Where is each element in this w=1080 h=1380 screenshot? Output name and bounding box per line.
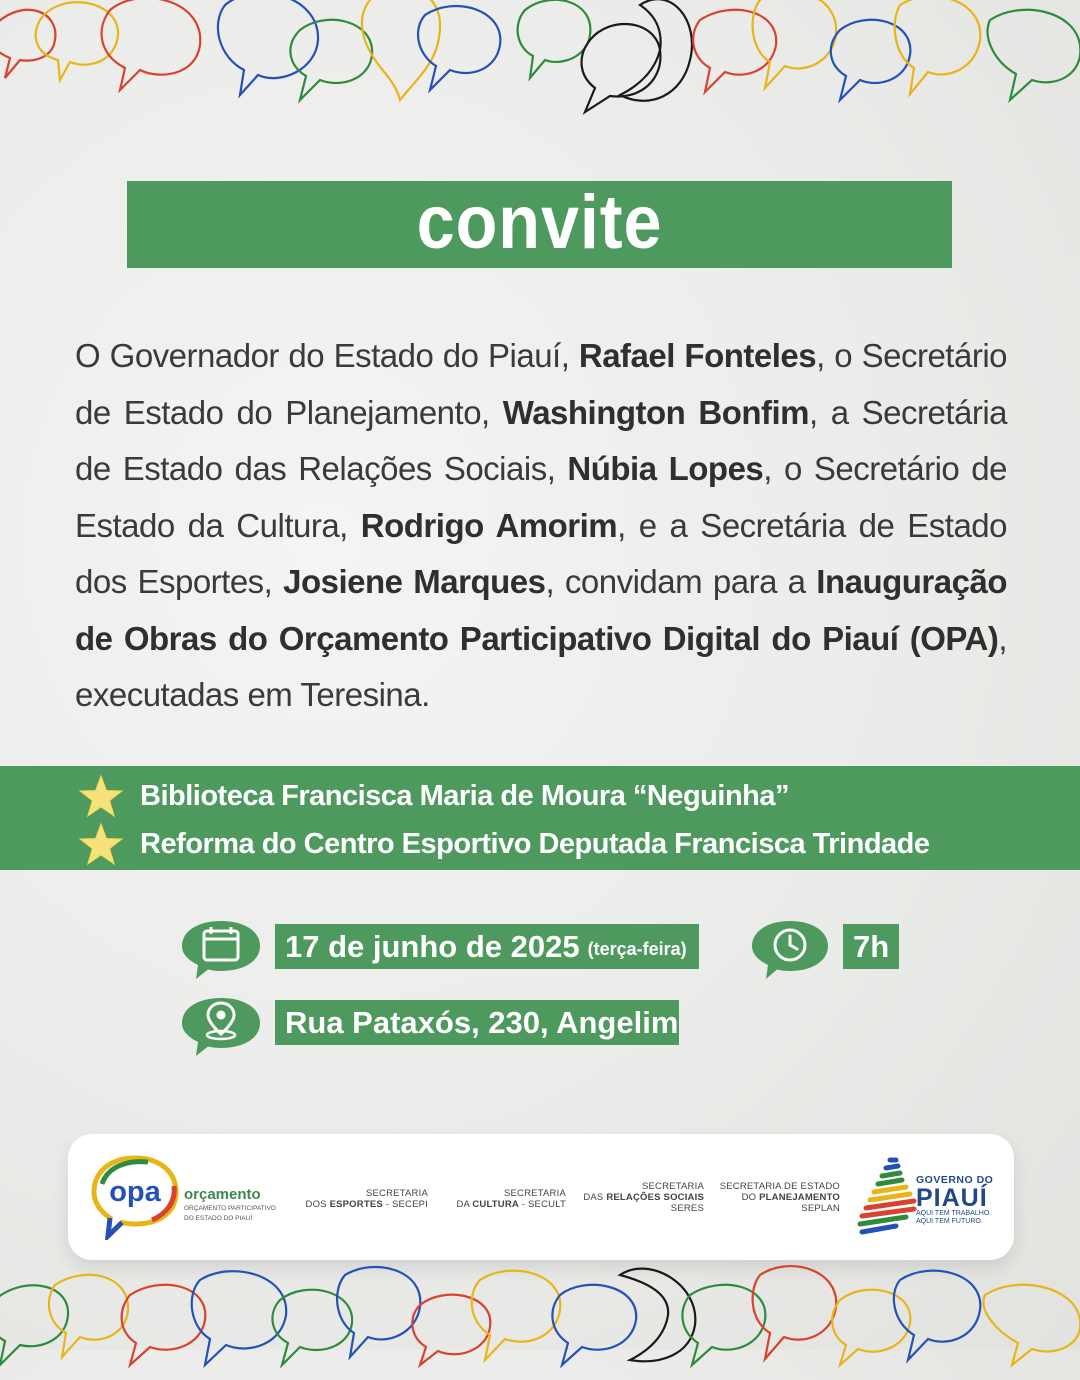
gov-tag-2: AQUI TEM FUTURO. xyxy=(916,1218,983,1225)
sec-line: SECRETARIA xyxy=(503,1188,566,1199)
event-name: Inauguração de Obras do Orçamento Participativo Digital do Piauí (OPA) xyxy=(75,563,1007,657)
sec-line: - SECEPI xyxy=(382,1199,428,1210)
sec-line-bold: PLANEJAMENTO xyxy=(759,1192,840,1203)
name-planning-secretary: Washington Bonfim xyxy=(502,393,810,431)
invite-text-7: , executadas em Teresina. xyxy=(75,619,1007,713)
address-text: Rua Pataxós, 230, Angelim xyxy=(285,1004,679,1040)
name-sports-secretary: Josiene Marques xyxy=(283,563,546,600)
footer-logos-card xyxy=(68,1134,1014,1260)
decorative-bubbles-bottom xyxy=(0,1250,1080,1380)
star-icon xyxy=(78,822,124,866)
opa-sub-2: DO ESTADO DO PIAUÍ xyxy=(184,1215,253,1222)
opa-word: orçamento xyxy=(184,1186,261,1203)
event-date xyxy=(275,924,699,969)
sec-line-bold: CULTURA xyxy=(472,1199,519,1210)
date-text: 17 de junho de 2025 xyxy=(285,928,580,964)
work-item-label: Reforma do Centro Esportivo Deputada Francisca Trindade xyxy=(140,827,930,860)
name-culture-secretary: Rodrigo Amorim xyxy=(360,506,618,544)
decorative-bubbles-top xyxy=(0,0,1080,130)
invite-text-1: O Governador do Estado do Piauí, xyxy=(75,337,579,374)
sec-line: SEPLAN xyxy=(801,1203,840,1214)
invitation-paragraph xyxy=(75,328,1007,724)
logo-culture-secretariat xyxy=(440,1188,566,1210)
opa-logo-text: opa xyxy=(109,1176,161,1208)
gov-small: GOVERNO DO xyxy=(916,1174,994,1186)
sec-line: DO xyxy=(741,1192,760,1203)
weekday-text: (terça-feira) xyxy=(587,939,687,959)
sec-line-bold: RELAÇÕES SOCIAIS xyxy=(606,1192,704,1203)
logo-sports-secretariat xyxy=(296,1188,428,1210)
time-text: 7h xyxy=(853,928,890,964)
calendar-icon xyxy=(180,919,262,981)
sec-line: - SECULT xyxy=(518,1199,566,1210)
logo-planning-secretariat xyxy=(716,1181,840,1214)
event-time xyxy=(843,924,899,969)
name-social-relations-secretary: Núbia Lopes xyxy=(567,450,764,487)
sec-line: SECRETARIA xyxy=(641,1181,704,1192)
name-governor: Rafael Fonteles xyxy=(578,337,817,374)
event-address xyxy=(275,1000,679,1045)
title-banner xyxy=(127,181,952,268)
invite-text-5: , e a Secretária de Estado dos Esportes, xyxy=(75,506,1008,600)
page-title: convite xyxy=(416,179,663,265)
sec-line: SECRETARIA DE ESTADO xyxy=(719,1181,840,1192)
government-logo-text xyxy=(916,1174,993,1226)
sec-line: DA xyxy=(456,1199,473,1210)
sec-line: DAS xyxy=(583,1192,607,1203)
sec-line: DOS xyxy=(305,1199,330,1210)
clock-icon xyxy=(750,919,830,981)
invite-text-3: , a Secretária de Estado das Relações Sociais, xyxy=(75,393,1008,487)
work-item-label: Biblioteca Francisca Maria de Moura “Neguinha” xyxy=(140,779,789,812)
work-item xyxy=(78,774,789,818)
gov-tag-1: AQUI TEM TRABALHO. xyxy=(916,1210,992,1217)
invite-text-2: , o Secretário de Estado do Planejamento, xyxy=(75,337,1007,431)
gov-big: PIAUÍ xyxy=(916,1184,988,1212)
sec-line: SECRETARIA xyxy=(365,1188,428,1199)
invite-text-6: , convidam para a xyxy=(545,563,817,600)
sec-line: SERES xyxy=(670,1203,704,1214)
piaui-state-map-icon xyxy=(856,1154,920,1240)
location-pin-icon xyxy=(180,996,262,1058)
star-icon xyxy=(78,774,124,818)
opa-sub-1: ORÇAMENTO PARTICIPATIVO xyxy=(184,1205,276,1212)
opa-logo-wordmark xyxy=(184,1186,276,1223)
sec-line-bold: ESPORTES xyxy=(329,1199,383,1210)
opa-logo-icon xyxy=(90,1154,180,1240)
work-item xyxy=(78,822,930,866)
logo-social-relations-secretariat xyxy=(578,1181,704,1214)
invite-text-4: , o Secretário de Estado da Cultura, xyxy=(75,450,1007,544)
